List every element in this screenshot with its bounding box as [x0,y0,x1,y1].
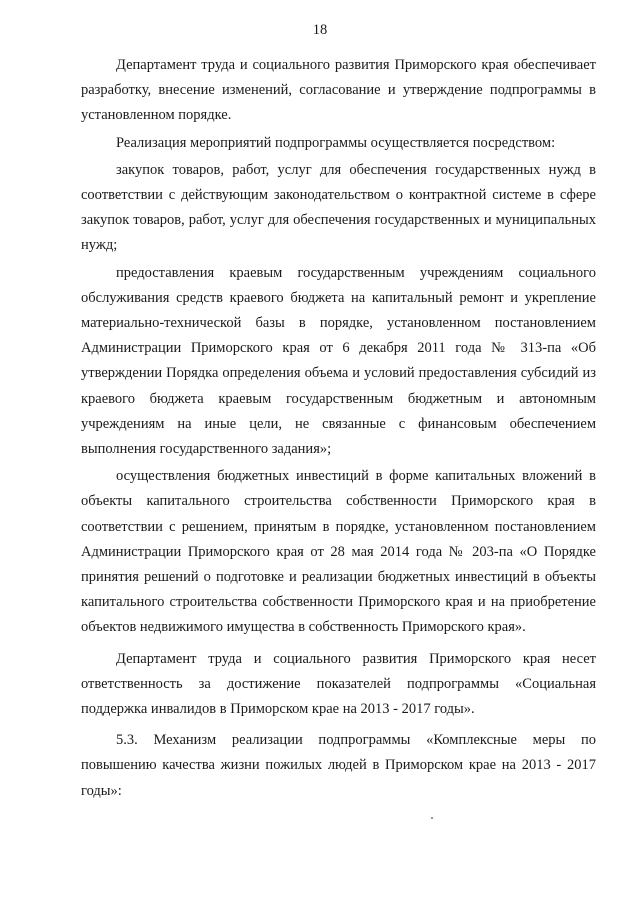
paragraph-investments: осуществления бюджетных инвестиций в форме капитальных вложений в объекты капитального строительства собственности Приморского края в соответствии с решением, принятым в порядке, установленном постановлением Администрации Приморского края от 28 мая 2014 года № 203-па «О Порядке принятия решений о подготовке и реализации бюджетных инвестиций в объекты капитального строительства собственности Приморского края и на приобретение объектов недвижимого имущества в собственность Приморского края». [81,468,596,636]
paragraph-subsidies: предоставления краевым государственным учреждениям социального обслуживания средств краевого бюджета на капитальный ремонт и укрепление материально-технической базы в порядке, установленном постановлением Администрации Приморского края от 6 декабря 2011 года № 313-па «Об утверждении Порядка определения объема и условий предоставления субсидий из краевого бюджета краевым государственным бюджетным и автономным учреждениям на иные цели, не связанные с финансовым обеспечением выполнения государственного задания»; [81,264,596,458]
paragraph-indicators-responsibility: Департамент труда и социального развития Приморского края несет ответственность за достижение показателей подпрограммы «Социальная поддержка инвалидов в Приморском крае на 2013 - 2017 годы». [81,650,596,718]
scan-speck [431,817,433,819]
paragraph-procurement: закупок товаров, работ, услуг для обеспечения государственных нужд в соответствии с действующим законодательством о контрактной системе в сфере закупок товаров, работ, услуг для обеспечения государственных и муниципальных нужд; [81,161,596,254]
paragraph-section-5-3: 5.3. Механизм реализации подпрограммы «Комплексные меры по повышению качества жизни пожилых людей в Приморском крае на 2013 - 2017 годы»: [81,732,596,799]
page-number: 18 [312,22,328,38]
paragraph-department-responsibility: Департамент труда и социального развития Приморского края обеспечивает разработку, внесение изменений, согласование и утверждение подпрограммы в установленном порядке. [81,57,596,124]
paragraph-implementation-intro: Реализация мероприятий подпрограммы осуществляется посредством: [116,134,556,151]
document-body [81,53,596,806]
